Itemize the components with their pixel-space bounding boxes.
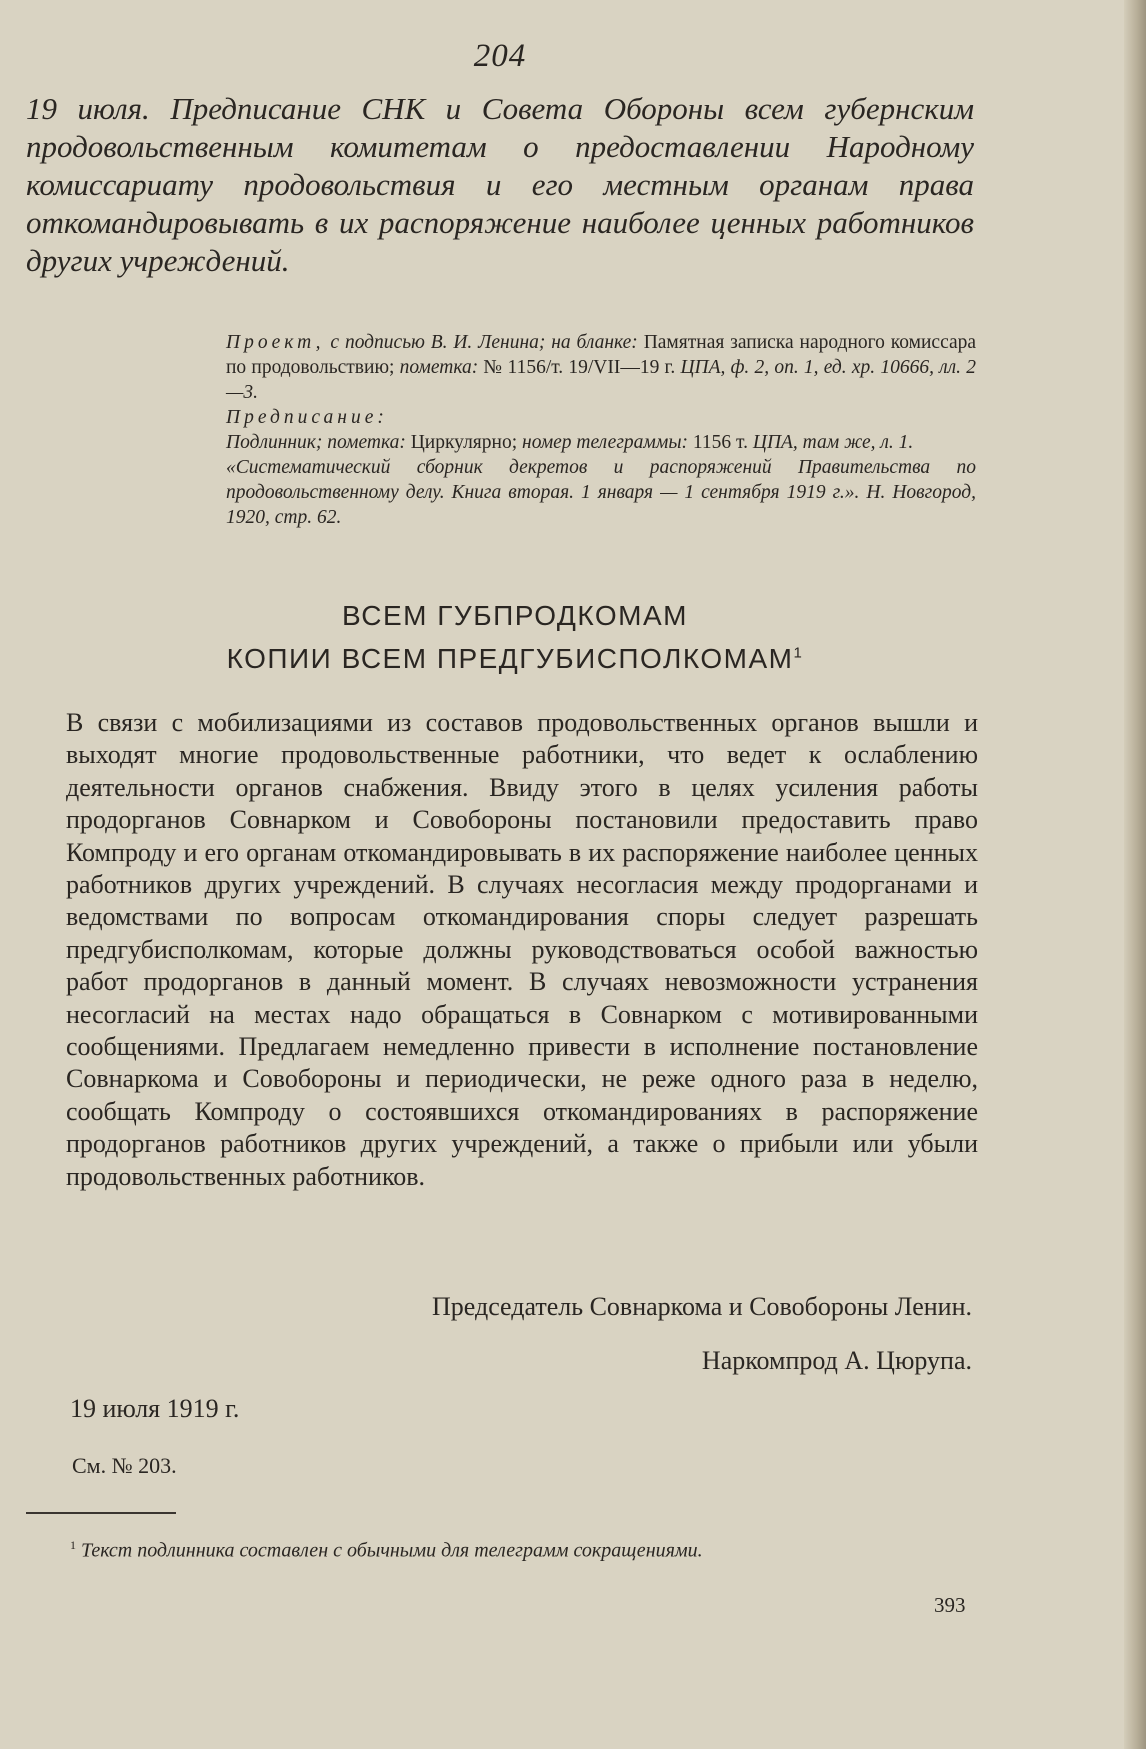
archival-sources bbox=[178, 330, 976, 530]
order-original: Подлинник; пометка: bbox=[226, 432, 406, 453]
order-mark: Циркулярно; bbox=[410, 432, 518, 453]
order-tel: 1156 т. bbox=[692, 432, 748, 453]
footnote-text: Текст подлинника составлен с обычными для телеграмм сокращениями. bbox=[81, 1539, 703, 1562]
footnote bbox=[70, 1538, 980, 1563]
document-body: В связи с мобилизациями из составов продовольственных органов вышли и выходят многие продовольственные работники, что ведет к ослаблению деятельности органов снабжения. Ввиду этого в целях усиления работы продорганов Совнарком и Совобороны постановили предоставить право Компроду и его органам откомандировывать в их распоряжение наиболее ценных работников других учреждений. В случаях несогласия между продорганами и ведомствами по вопросам откомандирования споры следует разрешать предгубисполкомам, которые должны руководствоваться особой важностью работ продорганов в данный момент. В случаях невозможности устранения несогласий на местах надо обращаться в Совнарком с мотивированными сообщениями. Предлагаем немедленно привести в исполнение постановление Совнаркома и Совобороны и периодически, не реже одного раза в неделю, сообщать Компроду о состоявшихся откомандированиях в распоряжение продорганов работников других учреждений, а также о прибыли или убыли продовольственных работников. bbox=[66, 708, 978, 1191]
order-archive: ЦПА, там же, л. 1. bbox=[752, 432, 914, 453]
signature-tsyurupa: Наркомпрод А. Цюрупа. bbox=[701, 1346, 972, 1375]
draft-archive: ЦПА, ф. 2, оп. 1, ед. хр. 10666, лл. 2—3. bbox=[226, 357, 976, 403]
order-label: Предписание: bbox=[226, 407, 388, 428]
document-title-line-2 bbox=[0, 643, 1030, 675]
draft-mark-label: пометка: bbox=[399, 357, 479, 378]
page-number: 393 bbox=[934, 1593, 966, 1617]
source-publication: «Систематический сборник декретов и распоряжений Правительства по продовольственному делу. Книга вторая. 1 января — 1 сентября 1919 г.». Н. Новгород, 1920, стр. 62. bbox=[226, 457, 976, 528]
cross-reference: См. № 203. bbox=[72, 1453, 177, 1478]
footnote-marker: 1 bbox=[70, 1538, 76, 1552]
source-draft bbox=[178, 330, 976, 405]
signature-lenin: Председатель Совнаркома и Совобороны Ленин. bbox=[432, 1292, 972, 1321]
page-edge-shadow bbox=[1124, 0, 1146, 1749]
footnote-divider bbox=[26, 1512, 176, 1514]
title-line-2-text: КОПИИ ВСЕМ ПРЕДГУБИСПОЛКОМАМ bbox=[226, 643, 794, 674]
title-footnote-ref: 1 bbox=[793, 644, 804, 662]
draft-label: Проект, bbox=[226, 332, 325, 353]
document-heading: 19 июля. Предписание СНК и Совета Обороны всем губернским продовольственным комитетам о предоставлении Народному комиссариату продовольствия и его местным органам права откомандировывать в их распоряжение наиболее ценных работников других учреждений. bbox=[26, 91, 974, 278]
source-order-label bbox=[178, 405, 976, 430]
source-order bbox=[178, 430, 976, 455]
draft-note: с подписью В. И. Ленина; на бланке: bbox=[330, 332, 638, 353]
draft-form: Памятная записка народного комиссара по продовольствию; bbox=[226, 332, 977, 378]
document-number: 204 bbox=[473, 38, 527, 74]
order-tel-label: номер телеграммы: bbox=[522, 432, 689, 453]
draft-mark: № 1156/т. 19/VII—19 г. bbox=[483, 357, 676, 378]
document-title-line-1: ВСЕМ ГУБПРОДКОМАМ bbox=[342, 600, 688, 631]
document-date: 19 июля 1919 г. bbox=[70, 1394, 240, 1423]
